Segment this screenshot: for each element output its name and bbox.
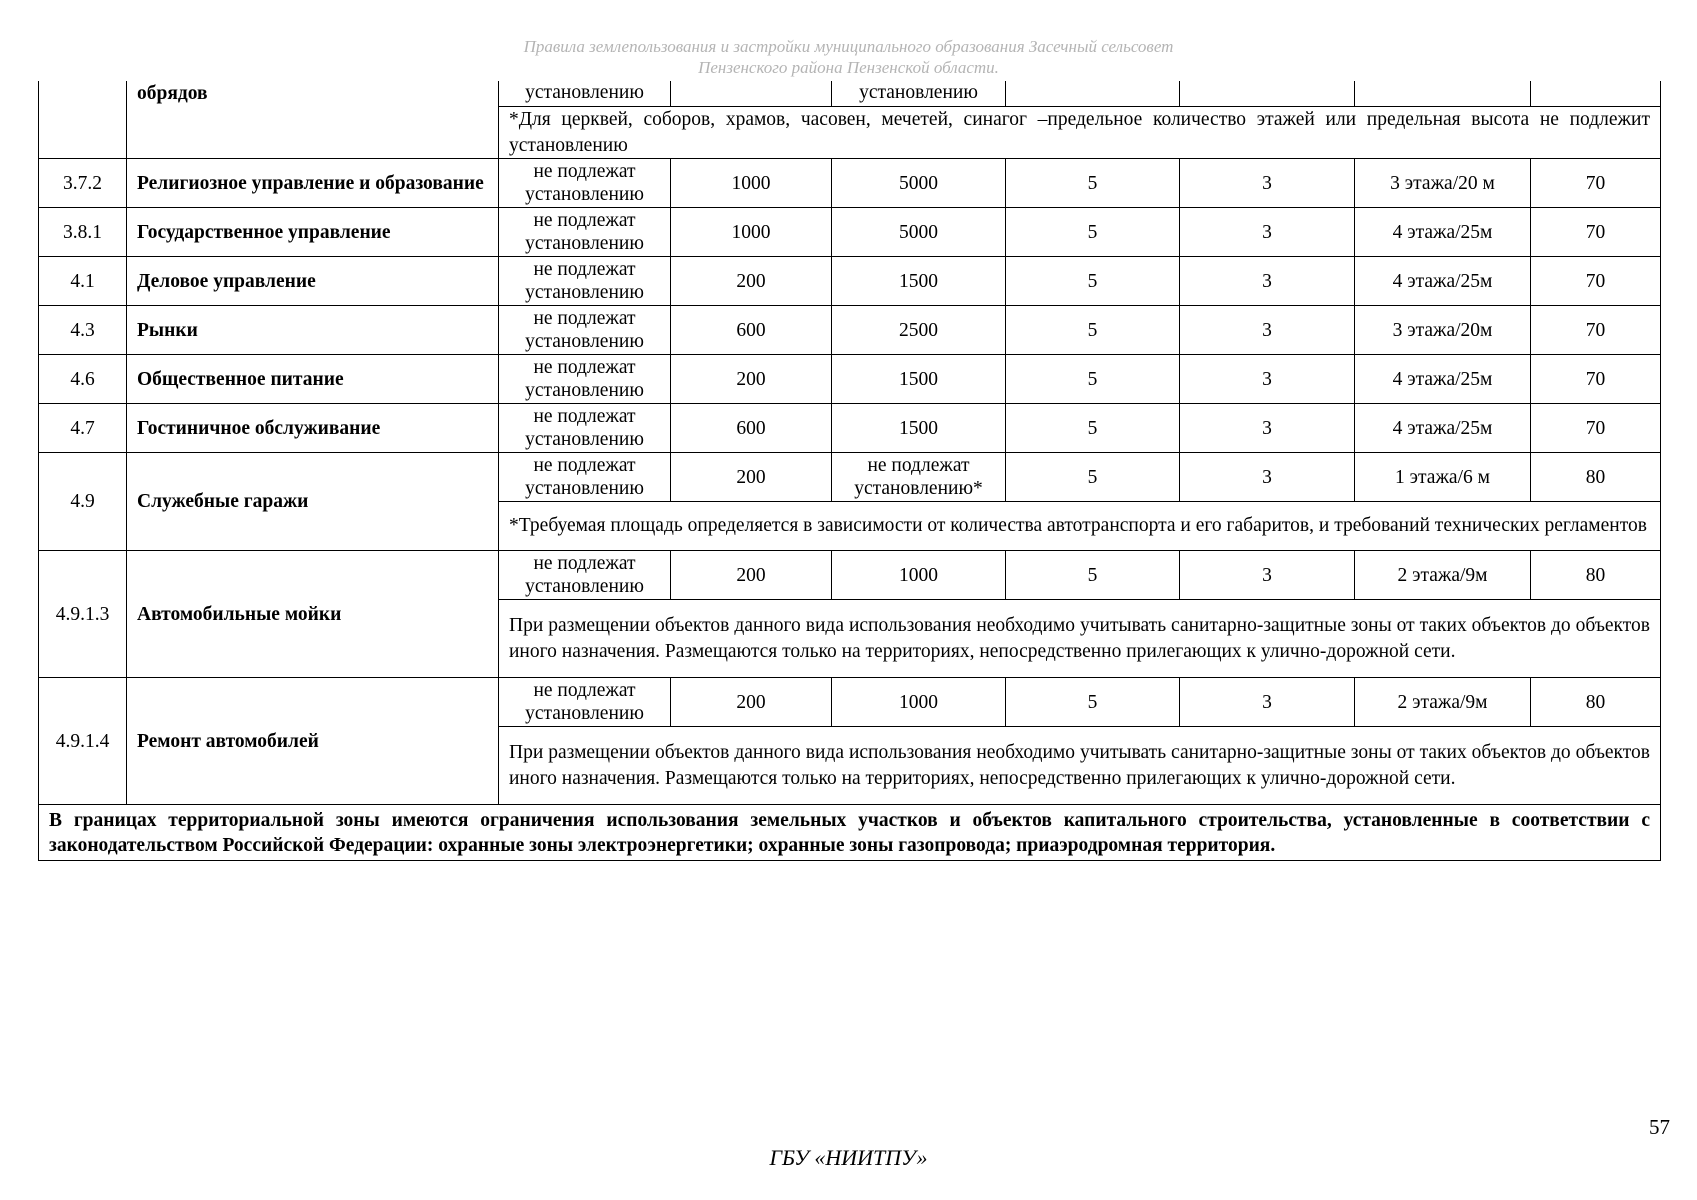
table-row bbox=[39, 257, 1661, 306]
value-cell bbox=[1006, 81, 1180, 107]
floors-cell: 2 этажа/9м bbox=[1355, 551, 1531, 600]
min-area-cell: не подлежат установлению bbox=[499, 306, 671, 355]
value-cell: 5 bbox=[1006, 208, 1180, 257]
floors-cell: 4 этажа/25м bbox=[1355, 257, 1531, 306]
floors-cell: 2 этажа/9м bbox=[1355, 678, 1531, 727]
value-cell: установлению bbox=[499, 81, 671, 107]
floors-cell: 1 этажа/6 м bbox=[1355, 453, 1531, 502]
min-area-cell: не подлежат установлению bbox=[499, 551, 671, 600]
code-cell: 4.6 bbox=[39, 355, 127, 404]
floors-cell: 3 этажа/20м bbox=[1355, 306, 1531, 355]
value-cell: 5000 bbox=[832, 159, 1006, 208]
value-cell bbox=[1355, 81, 1531, 107]
code-cell: 3.8.1 bbox=[39, 208, 127, 257]
value-cell: 3 bbox=[1180, 678, 1355, 727]
name-cell: Рынки bbox=[127, 306, 499, 355]
code-cell: 4.7 bbox=[39, 404, 127, 453]
min-area-cell: не подлежат установлению bbox=[499, 355, 671, 404]
percent-cell: 70 bbox=[1531, 404, 1661, 453]
value-cell: 5 bbox=[1006, 404, 1180, 453]
zoning-parameters-table bbox=[38, 81, 1661, 861]
note-cell: При размещении объектов данного вида использования необходимо учитывать санитарно-защитные зоны от таких объектов до объектов иного назначения. Размещаются только на территориях, непосредственно прилегающих к улично-дорожной сети. bbox=[499, 727, 1661, 805]
name-cell: Служебные гаражи bbox=[127, 453, 499, 551]
percent-cell: 80 bbox=[1531, 551, 1661, 600]
value-cell: 1500 bbox=[832, 404, 1006, 453]
table-row bbox=[39, 453, 1661, 502]
table-row bbox=[39, 404, 1661, 453]
value-cell: 200 bbox=[671, 355, 832, 404]
note-cell: *Требуемая площадь определяется в зависимости от количества автотранспорта и его габаритов, и требований технических регламентов bbox=[499, 502, 1661, 551]
floors-cell: 4 этажа/25м bbox=[1355, 355, 1531, 404]
value-cell bbox=[671, 81, 832, 107]
value-cell: 1000 bbox=[832, 551, 1006, 600]
table-row bbox=[39, 551, 1661, 600]
percent-cell: 80 bbox=[1531, 453, 1661, 502]
value-cell: 3 bbox=[1180, 404, 1355, 453]
name-cell: Автомобильные мойки bbox=[127, 551, 499, 678]
percent-cell: 80 bbox=[1531, 678, 1661, 727]
table-row bbox=[39, 81, 1661, 107]
value-cell: 200 bbox=[671, 678, 832, 727]
value-cell: установлению bbox=[832, 81, 1006, 107]
note-cell: При размещении объектов данного вида использования необходимо учитывать санитарно-защитные зоны от таких объектов до объектов иного назначения. Размещаются только на территориях, непосредственно прилегающих к улично-дорожной сети. bbox=[499, 600, 1661, 678]
table-row bbox=[39, 159, 1661, 208]
min-area-cell: не подлежат установлению bbox=[499, 208, 671, 257]
value-cell: 3 bbox=[1180, 208, 1355, 257]
code-cell: 4.9 bbox=[39, 453, 127, 551]
value-cell: 3 bbox=[1180, 355, 1355, 404]
min-area-cell: не подлежат установлению bbox=[499, 404, 671, 453]
value-cell: 3 bbox=[1180, 453, 1355, 502]
value-cell: 200 bbox=[671, 257, 832, 306]
value-cell bbox=[1531, 81, 1661, 107]
code-cell: 3.7.2 bbox=[39, 159, 127, 208]
value-cell: 600 bbox=[671, 306, 832, 355]
percent-cell: 70 bbox=[1531, 355, 1661, 404]
name-cell: Деловое управление bbox=[127, 257, 499, 306]
value-cell: не подлежат установлению* bbox=[832, 453, 1006, 502]
value-cell: 1000 bbox=[671, 159, 832, 208]
name-cell: обрядов bbox=[127, 81, 499, 159]
name-cell: Ремонт автомобилей bbox=[127, 678, 499, 805]
value-cell: 3 bbox=[1180, 257, 1355, 306]
value-cell: 5 bbox=[1006, 678, 1180, 727]
table-row bbox=[39, 208, 1661, 257]
floors-cell: 4 этажа/25м bbox=[1355, 404, 1531, 453]
code-cell: 4.9.1.3 bbox=[39, 551, 127, 678]
value-cell: 5 bbox=[1006, 551, 1180, 600]
value-cell: 5 bbox=[1006, 453, 1180, 502]
value-cell: 5 bbox=[1006, 355, 1180, 404]
footer-note-row bbox=[39, 805, 1661, 861]
value-cell: 5 bbox=[1006, 257, 1180, 306]
floors-cell: 3 этажа/20 м bbox=[1355, 159, 1531, 208]
percent-cell: 70 bbox=[1531, 257, 1661, 306]
percent-cell: 70 bbox=[1531, 306, 1661, 355]
table-row bbox=[39, 355, 1661, 404]
name-cell: Религиозное управление и образование bbox=[127, 159, 499, 208]
value-cell: 3 bbox=[1180, 551, 1355, 600]
percent-cell: 70 bbox=[1531, 208, 1661, 257]
min-area-cell: не подлежат установлению bbox=[499, 678, 671, 727]
min-area-cell: не подлежат установлению bbox=[499, 257, 671, 306]
value-cell: 5 bbox=[1006, 159, 1180, 208]
value-cell: 3 bbox=[1180, 306, 1355, 355]
value-cell: 5000 bbox=[832, 208, 1006, 257]
floors-cell: 4 этажа/25м bbox=[1355, 208, 1531, 257]
code-cell bbox=[39, 81, 127, 159]
table-row bbox=[39, 678, 1661, 727]
value-cell: 2500 bbox=[832, 306, 1006, 355]
value-cell: 1500 bbox=[832, 257, 1006, 306]
page-footer: ГБУ «НИИТПУ» bbox=[769, 1145, 928, 1170]
value-cell: 5 bbox=[1006, 306, 1180, 355]
min-area-cell: не подлежат установлению bbox=[499, 159, 671, 208]
value-cell: 1000 bbox=[832, 678, 1006, 727]
code-cell: 4.1 bbox=[39, 257, 127, 306]
page-number: 57 bbox=[1649, 1115, 1670, 1139]
value-cell: 200 bbox=[671, 551, 832, 600]
table-body bbox=[39, 81, 1661, 861]
name-cell: Общественное питание bbox=[127, 355, 499, 404]
code-cell: 4.3 bbox=[39, 306, 127, 355]
value-cell bbox=[1180, 81, 1355, 107]
header-line-1: Правила землепользования и застройки муниципального образования Засечный сельсовет bbox=[523, 37, 1174, 56]
value-cell: 600 bbox=[671, 404, 832, 453]
name-cell: Государственное управление bbox=[127, 208, 499, 257]
percent-cell: 70 bbox=[1531, 159, 1661, 208]
name-cell: Гостиничное обслуживание bbox=[127, 404, 499, 453]
header-line-2: Пензенского района Пензенской области. bbox=[698, 58, 999, 77]
running-header bbox=[0, 36, 1697, 78]
value-cell: 1000 bbox=[671, 208, 832, 257]
value-cell: 1500 bbox=[832, 355, 1006, 404]
min-area-cell: не подлежат установлению bbox=[499, 453, 671, 502]
zone-restrictions-note: В границах территориальной зоны имеются ограничения использования земельных участков и объектов капитального строительства, установленные в соответствии с законодательством Российской Федерации: охранные зоны электроэнергетики; охранные зоны газопровода; приаэродромная территория. bbox=[39, 805, 1661, 861]
table-row bbox=[39, 306, 1661, 355]
value-cell: 3 bbox=[1180, 159, 1355, 208]
value-cell: 200 bbox=[671, 453, 832, 502]
note-cell: *Для церквей, соборов, храмов, часовен, мечетей, синагог –предельное количество этажей или предельная высота не подлежит установлению bbox=[499, 107, 1661, 159]
code-cell: 4.9.1.4 bbox=[39, 678, 127, 805]
